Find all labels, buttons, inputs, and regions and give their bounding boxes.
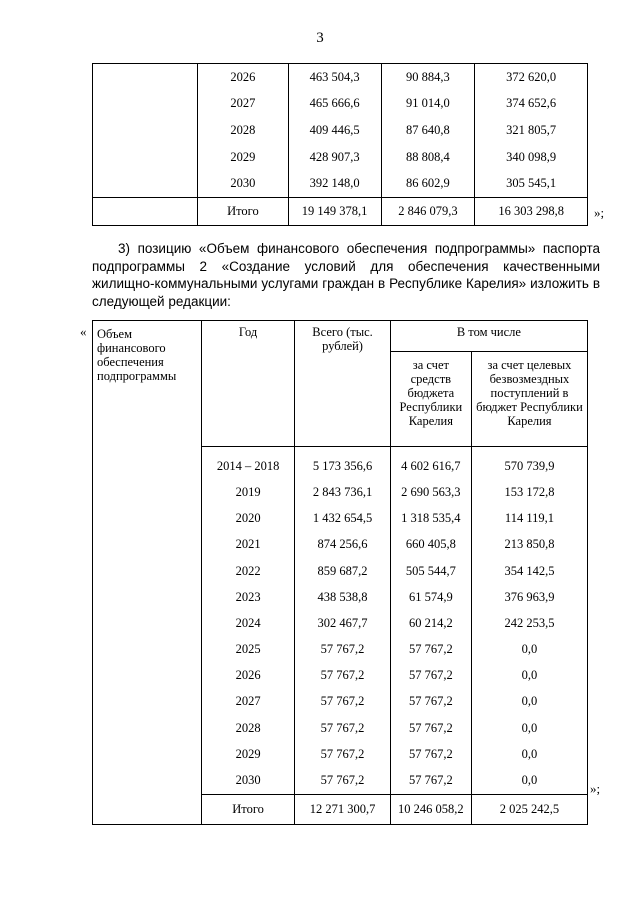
empty-cell <box>93 64 198 91</box>
total-label: Итого <box>201 794 294 824</box>
cell-budget: 88 808,4 <box>381 144 475 171</box>
cell-year: 2028 <box>198 117 289 144</box>
amendment-paragraph <box>92 240 600 310</box>
empty-cell <box>93 197 198 225</box>
cell-year: 2022 <box>201 558 294 584</box>
total-other: 2 025 242,5 <box>471 794 587 824</box>
total-label: Итого <box>198 197 289 225</box>
cell-budget: 61 574,9 <box>390 584 471 610</box>
cell-budget: 86 602,9 <box>381 170 475 197</box>
cell-total: 302 467,7 <box>295 610 391 636</box>
cell-other: 376 963,9 <box>471 584 587 610</box>
table-row <box>93 91 588 118</box>
page-number: 3 <box>316 30 324 46</box>
cell-budget: 4 602 616,7 <box>390 447 471 480</box>
cell-year: 2019 <box>201 479 294 505</box>
cell-budget: 1 318 535,4 <box>390 506 471 532</box>
cell-year: 2024 <box>201 610 294 636</box>
total-total: 12 271 300,7 <box>295 794 391 824</box>
cell-total: 463 504,3 <box>288 64 381 91</box>
label-column-spacer <box>93 447 202 824</box>
cell-budget: 57 767,2 <box>390 637 471 663</box>
empty-cell <box>93 144 198 171</box>
closing-quote: »; <box>590 781 601 796</box>
table-row <box>93 64 588 91</box>
cell-year: 2014 – 2018 <box>201 447 294 480</box>
total-other: 16 303 298,8 <box>475 197 588 225</box>
cell-year: 2023 <box>201 584 294 610</box>
cell-budget: 87 640,8 <box>381 117 475 144</box>
header-year: Год <box>201 321 294 447</box>
cell-total: 859 687,2 <box>295 558 391 584</box>
cell-year: 2030 <box>201 767 294 794</box>
cell-total: 392 148,0 <box>288 170 381 197</box>
financing-table <box>92 320 588 825</box>
cell-total: 874 256,6 <box>295 532 391 558</box>
financing-table-continued <box>92 63 588 226</box>
cell-other: 114 119,1 <box>471 506 587 532</box>
cell-budget: 57 767,2 <box>390 741 471 767</box>
cell-total: 57 767,2 <box>295 637 391 663</box>
cell-budget: 2 690 563,3 <box>390 479 471 505</box>
cell-other: 153 172,8 <box>471 479 587 505</box>
cell-year: 2025 <box>201 637 294 663</box>
table-row <box>93 170 588 197</box>
cell-year: 2029 <box>198 144 289 171</box>
cell-total: 57 767,2 <box>295 663 391 689</box>
cell-other: 305 545,1 <box>475 170 588 197</box>
paragraph-text: 3) позицию «Объем финансового обеспечения подпрограммы» паспорта подпрограммы 2 «Создание условий для обеспечения качественными жилищно-коммунальными услугами граждан в Республике Карелия» изложить в следующей редакции: <box>92 241 600 309</box>
cell-total: 465 666,6 <box>288 91 381 118</box>
cell-budget: 57 767,2 <box>390 715 471 741</box>
cell-year: 2029 <box>201 741 294 767</box>
cell-other: 570 739,9 <box>471 447 587 480</box>
cell-budget: 90 884,3 <box>381 64 475 91</box>
cell-other: 372 620,0 <box>475 64 588 91</box>
cell-year: 2027 <box>201 689 294 715</box>
cell-budget: 91 014,0 <box>381 91 475 118</box>
table-row <box>93 447 588 480</box>
cell-budget: 57 767,2 <box>390 663 471 689</box>
table-row <box>93 144 588 171</box>
cell-year: 2030 <box>198 170 289 197</box>
cell-other: 0,0 <box>471 767 587 794</box>
cell-budget: 505 544,7 <box>390 558 471 584</box>
cell-year: 2026 <box>198 64 289 91</box>
header-including: В том числе <box>390 321 587 352</box>
total-budget: 2 846 079,3 <box>381 197 475 225</box>
cell-other: 0,0 <box>471 689 587 715</box>
cell-total: 438 538,8 <box>295 584 391 610</box>
cell-total: 57 767,2 <box>295 741 391 767</box>
cell-other: 340 098,9 <box>475 144 588 171</box>
opening-quote: « <box>80 324 87 339</box>
cell-other: 0,0 <box>471 741 587 767</box>
table-row <box>93 117 588 144</box>
cell-other: 321 805,7 <box>475 117 588 144</box>
closing-quote: »; <box>594 205 605 220</box>
cell-other: 354 142,5 <box>471 558 587 584</box>
cell-year: 2026 <box>201 663 294 689</box>
empty-cell <box>93 91 198 118</box>
cell-other: 374 652,6 <box>475 91 588 118</box>
empty-cell <box>93 170 198 197</box>
cell-total: 2 843 736,1 <box>295 479 391 505</box>
cell-total: 57 767,2 <box>295 767 391 794</box>
cell-total: 5 173 356,6 <box>295 447 391 480</box>
cell-year: 2020 <box>201 506 294 532</box>
cell-other: 0,0 <box>471 715 587 741</box>
header-total: Всего (тыс. рублей) <box>295 321 391 447</box>
empty-cell <box>93 117 198 144</box>
cell-year: 2027 <box>198 91 289 118</box>
header-other: за счет целевых безвозмездных поступлений в бюджет Республики Карелия <box>471 352 587 447</box>
cell-other: 242 253,5 <box>471 610 587 636</box>
cell-total: 57 767,2 <box>295 689 391 715</box>
total-budget: 10 246 058,2 <box>390 794 471 824</box>
cell-budget: 57 767,2 <box>390 689 471 715</box>
total-row <box>93 197 588 225</box>
cell-year: 2028 <box>201 715 294 741</box>
header-budget: за счет средств бюджета Республики Карелия <box>390 352 471 447</box>
cell-total: 57 767,2 <box>295 715 391 741</box>
section-label: Объем финансового обеспечения подпрограммы <box>93 321 202 447</box>
cell-total: 428 907,3 <box>288 144 381 171</box>
cell-budget: 660 405,8 <box>390 532 471 558</box>
cell-year: 2021 <box>201 532 294 558</box>
cell-other: 0,0 <box>471 637 587 663</box>
total-total: 19 149 378,1 <box>288 197 381 225</box>
cell-other: 213 850,8 <box>471 532 587 558</box>
cell-budget: 60 214,2 <box>390 610 471 636</box>
cell-total: 409 446,5 <box>288 117 381 144</box>
cell-other: 0,0 <box>471 663 587 689</box>
cell-budget: 57 767,2 <box>390 767 471 794</box>
table-header-row <box>93 321 588 352</box>
cell-total: 1 432 654,5 <box>295 506 391 532</box>
